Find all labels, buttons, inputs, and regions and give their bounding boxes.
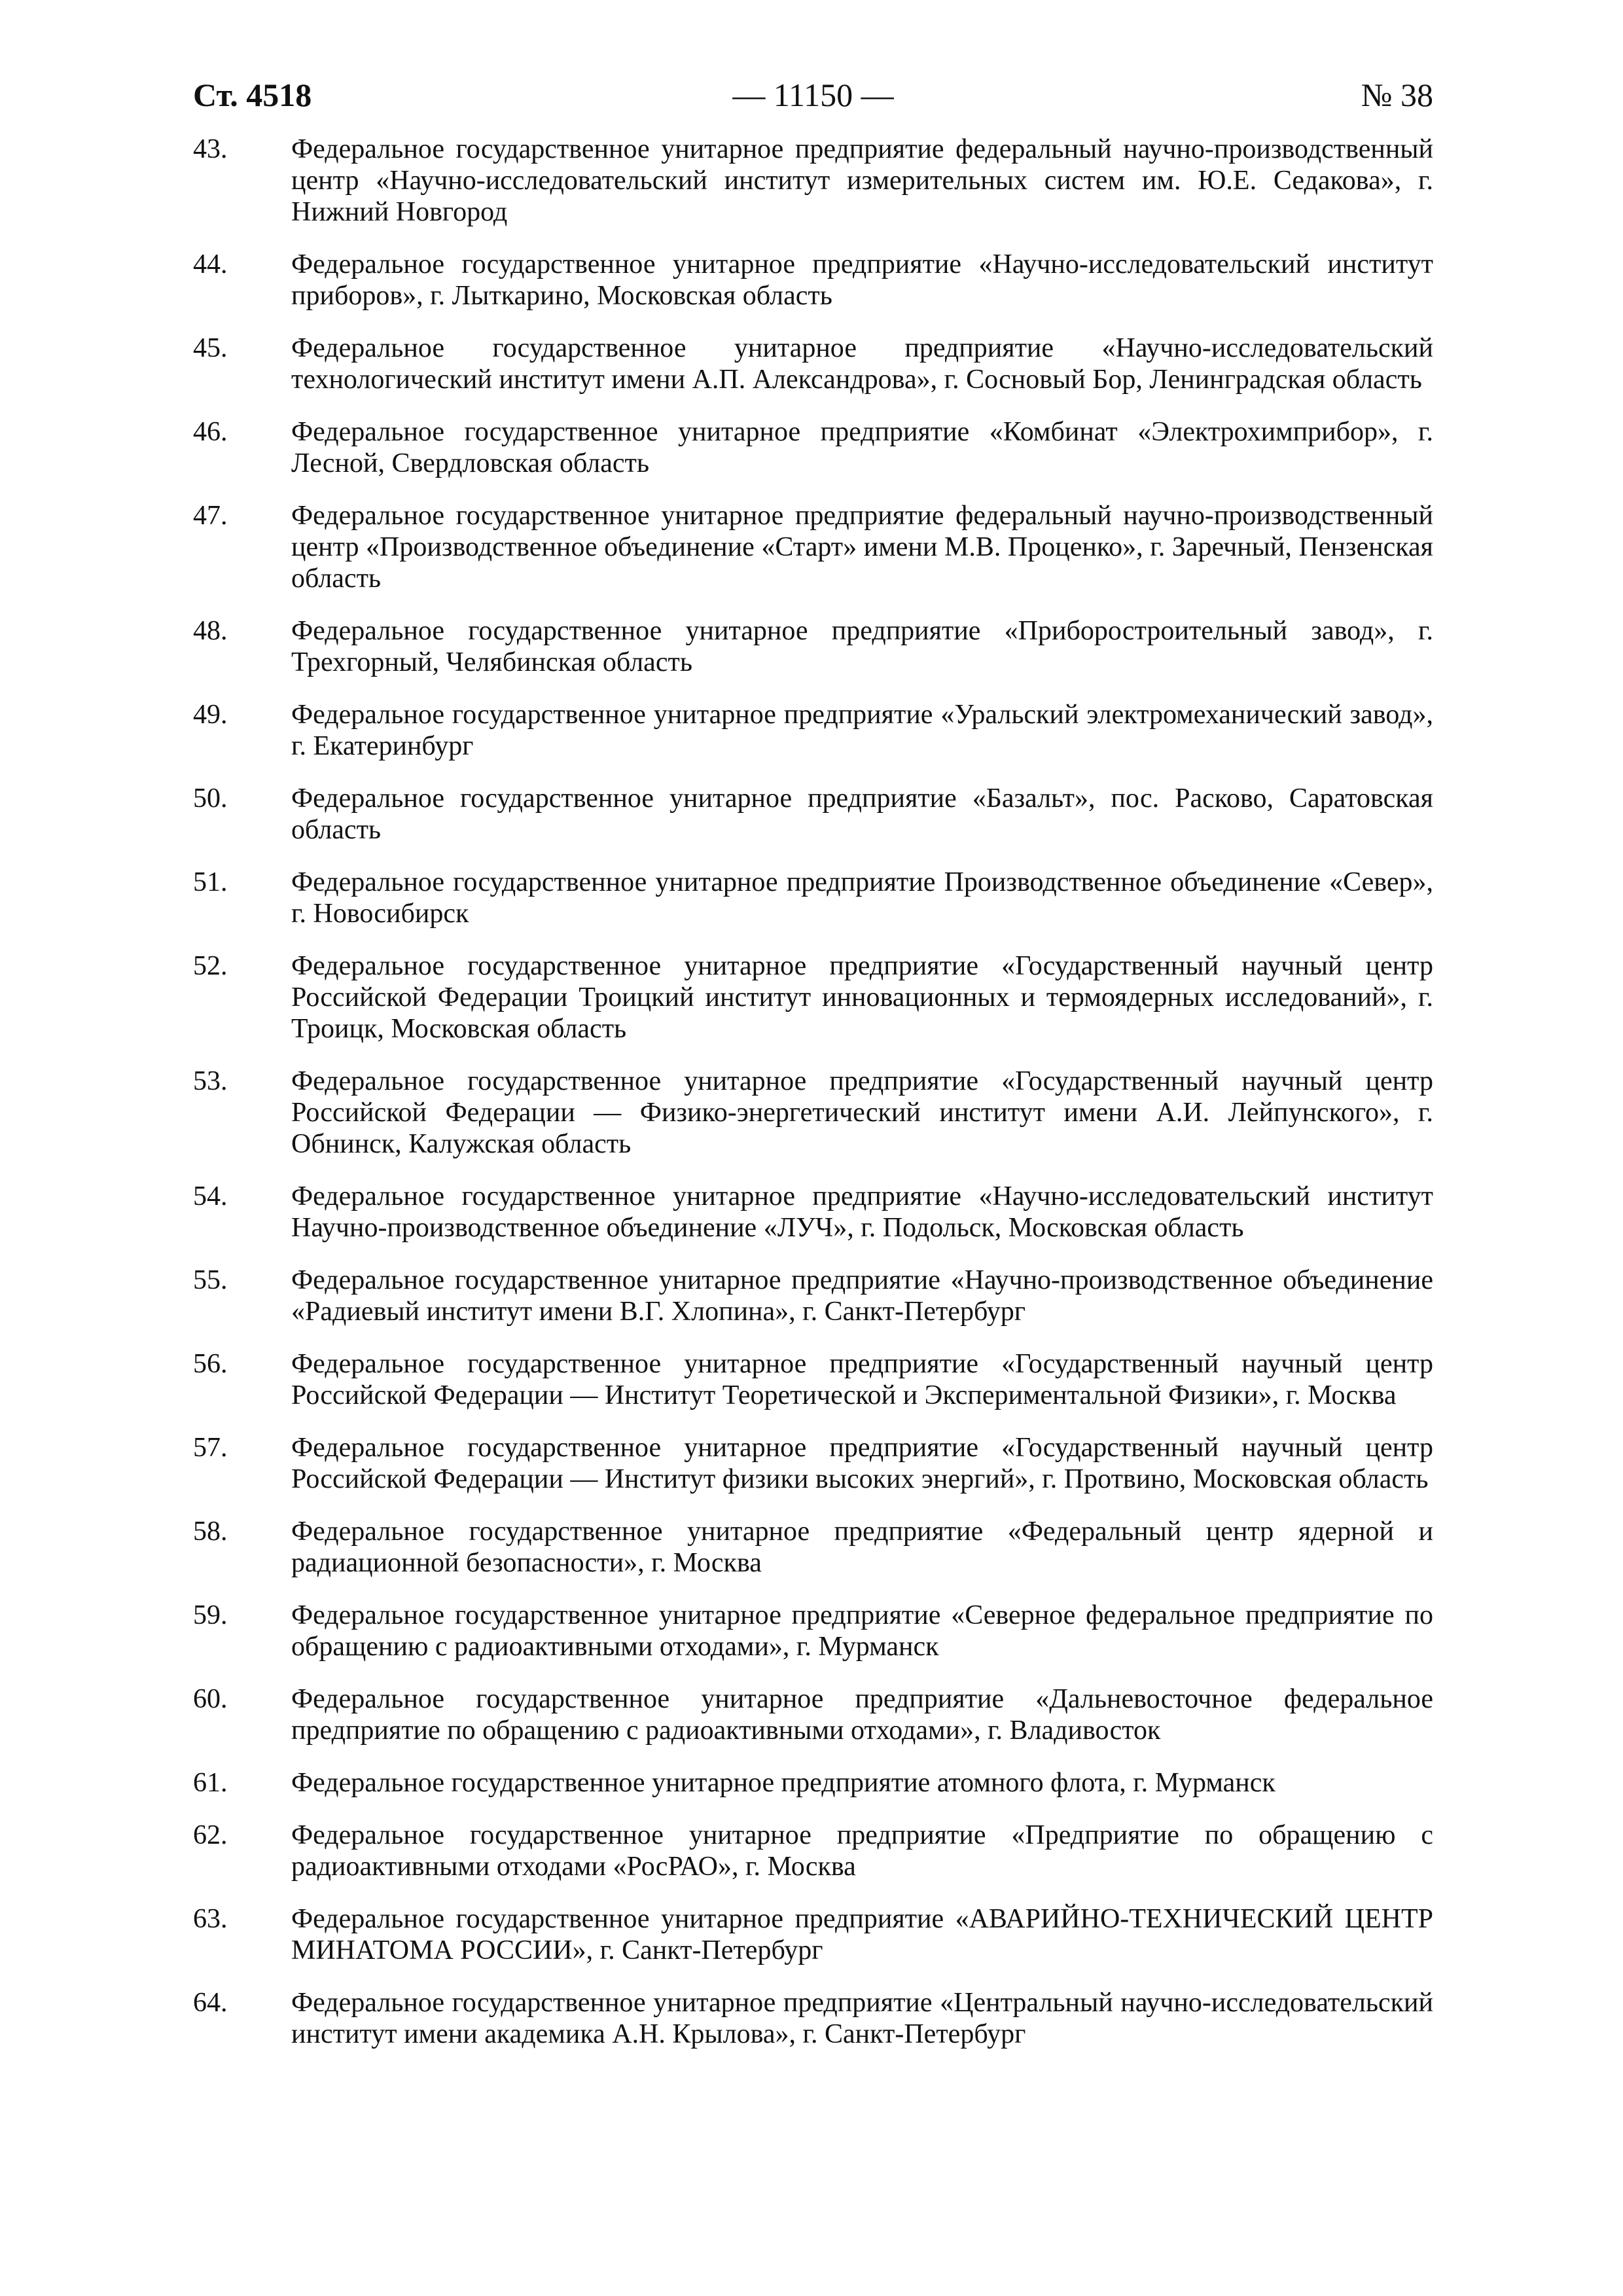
item-text: Федеральное государственное унитарное предприятие «Научно-исследовательский технологический институт имени А.П. Александрова», г. Сосновый Бор, Ленинградская область bbox=[291, 333, 1433, 395]
item-text: Федеральное государственное унитарное предприятие федеральный научно-производственный центр «Производственное объединение «Старт» имени М.В. Проценко», г. Заречный, Пензенская область bbox=[291, 501, 1433, 594]
item-text: Федеральное государственное унитарное предприятие атомного флота, г. Мурманск bbox=[291, 1768, 1275, 1798]
item-text: Федеральное государственное унитарное предприятие «Государственный научный центр Российской Федерации Троицкий институт инновационных и термоядерных исследований», г. Троицк, Московская область bbox=[291, 951, 1433, 1044]
list-item bbox=[193, 332, 1433, 395]
item-text: Федеральное государственное унитарное предприятие «Базальт», пос. Расково, Саратовская область bbox=[291, 783, 1433, 845]
list-item bbox=[193, 1683, 1433, 1746]
item-number: 45. bbox=[193, 333, 228, 363]
item-number: 61. bbox=[193, 1768, 228, 1798]
item-number: 43. bbox=[193, 134, 228, 164]
list-item bbox=[193, 867, 1433, 929]
list-item bbox=[193, 1600, 1433, 1662]
item-text: Федеральное государственное унитарное предприятие «Комбинат «Электрохимприбор», г. Лесной, Свердловская область bbox=[291, 417, 1433, 478]
item-number: 63. bbox=[193, 1904, 228, 1934]
item-number: 49. bbox=[193, 700, 228, 730]
page-header bbox=[193, 72, 1433, 118]
item-number: 46. bbox=[193, 417, 228, 447]
item-text: Федеральное государственное унитарное предприятие «Государственный научный центр Российской Федерации — Институт Теоретической и Экспериментальной Физики», г. Москва bbox=[291, 1349, 1433, 1410]
list-item bbox=[193, 1516, 1433, 1579]
item-number: 58. bbox=[193, 1516, 228, 1547]
item-text: Федеральное государственное унитарное предприятие «Федеральный центр ядерной и радиационной безопасности», г. Москва bbox=[291, 1516, 1433, 1578]
enterprise-list bbox=[193, 134, 1433, 2050]
list-item bbox=[193, 1181, 1433, 1244]
item-number: 59. bbox=[193, 1600, 228, 1630]
list-item bbox=[193, 416, 1433, 479]
item-text: Федеральное государственное унитарное предприятие «Уральский электромеханический завод», г. Екатеринбург bbox=[291, 700, 1433, 761]
item-number: 44. bbox=[193, 249, 228, 279]
item-text: Федеральное государственное унитарное предприятие «Научно-производственное объединение «Радиевый институт имени В.Г. Хлопина», г. Санкт-Петербург bbox=[291, 1265, 1433, 1327]
document-page bbox=[193, 72, 1433, 2071]
article-number: Ст. 4518 bbox=[193, 77, 312, 113]
page-number: — 11150 — bbox=[732, 77, 894, 113]
list-item bbox=[193, 1265, 1433, 1327]
item-text: Федеральное государственное унитарное предприятие «Северное федеральное предприятие по обращению с радиоактивными отходами», г. Мурманск bbox=[291, 1600, 1433, 1662]
list-item bbox=[193, 1432, 1433, 1495]
item-text: Федеральное государственное унитарное предприятие «Государственный научный центр Российской Федерации — Физико-энергетический институт имени А.И. Лейпунского», г. Обнинск, Калужская область bbox=[291, 1066, 1433, 1159]
list-item bbox=[193, 134, 1433, 228]
list-item bbox=[193, 1066, 1433, 1160]
list-item bbox=[193, 249, 1433, 312]
item-text: Федеральное государственное унитарное предприятие «Научно-исследовательский институт приборов», г. Лыткарино, Московская область bbox=[291, 249, 1433, 311]
list-item bbox=[193, 1987, 1433, 2050]
item-number: 54. bbox=[193, 1181, 228, 1211]
list-item bbox=[193, 1348, 1433, 1411]
item-text: Федеральное государственное унитарное предприятие «Предприятие по обращению с радиоактивными отходами «РосРАО», г. Москва bbox=[291, 1820, 1433, 1882]
item-text: Федеральное государственное унитарное предприятие «Научно-исследовательский институт Научно-производственное объединение «ЛУЧ», г. Подольск, Московская область bbox=[291, 1181, 1433, 1243]
item-text: Федеральное государственное унитарное предприятие федеральный научно-производственный центр «Научно-исследовательский институт измерительных систем им. Ю.Е. Седакова», г. Нижний Новгород bbox=[291, 134, 1433, 227]
list-item bbox=[193, 783, 1433, 846]
item-number: 55. bbox=[193, 1265, 228, 1295]
list-item bbox=[193, 1767, 1433, 1799]
item-text: Федеральное государственное унитарное предприятие «АВАРИЙНО-ТЕХНИЧЕСКИЙ ЦЕНТР МИНАТОМА РОССИИ», г. Санкт-Петербург bbox=[291, 1904, 1433, 1965]
item-number: 62. bbox=[193, 1820, 228, 1850]
item-text: Федеральное государственное унитарное предприятие «Центральный научно-исследовательский институт имени академика А.Н. Крылова», г. Санкт-Петербург bbox=[291, 1988, 1433, 2049]
item-number: 53. bbox=[193, 1066, 228, 1096]
list-item bbox=[193, 1820, 1433, 1882]
item-number: 57. bbox=[193, 1433, 228, 1463]
list-item bbox=[193, 615, 1433, 678]
list-item bbox=[193, 950, 1433, 1045]
list-item bbox=[193, 1903, 1433, 1966]
item-text: Федеральное государственное унитарное предприятие «Государственный научный центр Российской Федерации — Институт физики высоких энергий», г. Протвино, Московская область bbox=[291, 1433, 1433, 1494]
item-number: 64. bbox=[193, 1988, 228, 2018]
item-number: 48. bbox=[193, 616, 228, 646]
list-item bbox=[193, 500, 1433, 594]
item-number: 56. bbox=[193, 1349, 228, 1379]
item-number: 50. bbox=[193, 783, 228, 814]
list-item bbox=[193, 699, 1433, 762]
item-text: Федеральное государственное унитарное предприятие «Приборостроительный завод», г. Трехгорный, Челябинская область bbox=[291, 616, 1433, 677]
item-number: 47. bbox=[193, 501, 228, 531]
item-number: 52. bbox=[193, 951, 228, 981]
item-number: 51. bbox=[193, 867, 228, 897]
issue-number: № 38 bbox=[1361, 77, 1433, 113]
item-text: Федеральное государственное унитарное предприятие «Дальневосточное федеральное предприятие по обращению с радиоактивными отходами», г. Владивосток bbox=[291, 1684, 1433, 1746]
item-number: 60. bbox=[193, 1684, 228, 1714]
item-text: Федеральное государственное унитарное предприятие Производственное объединение «Север», г. Новосибирск bbox=[291, 867, 1433, 929]
